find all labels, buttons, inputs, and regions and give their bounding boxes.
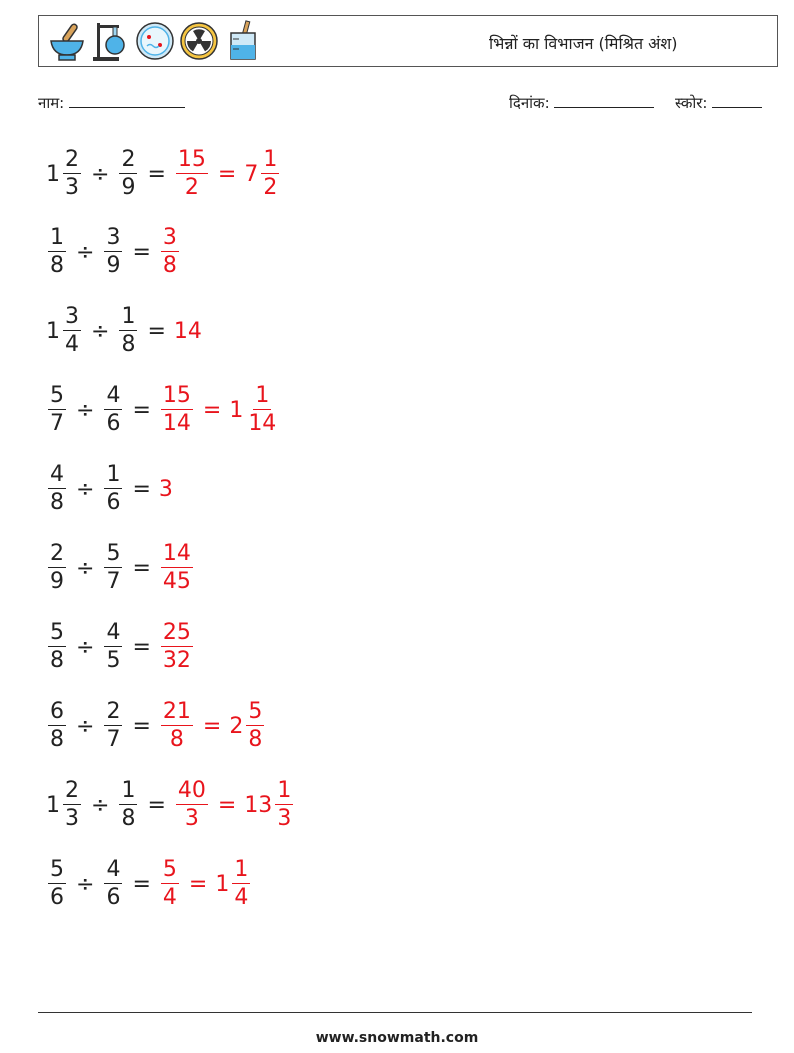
answer-denominator: 32 xyxy=(162,648,191,673)
answer-numerator: 15 xyxy=(162,383,191,408)
equals-sign: = xyxy=(132,397,151,423)
equals-sign: = xyxy=(217,792,237,818)
dividend-fraction xyxy=(63,149,81,199)
beaker-icon xyxy=(223,19,263,63)
divisor-fraction xyxy=(119,306,137,356)
dividend-fraction xyxy=(63,780,81,830)
divide-sign: ÷ xyxy=(76,397,95,423)
answer-whole: 1 xyxy=(229,397,244,423)
radiation-icon xyxy=(179,19,219,63)
answer xyxy=(159,227,181,277)
divisor-numerator: 4 xyxy=(106,857,121,882)
name-label: नाम: xyxy=(38,94,65,112)
dividend-fraction xyxy=(48,543,66,593)
website-footer: www.snowmath.com xyxy=(315,1030,479,1046)
problem-row xyxy=(46,538,195,598)
petri-dish-icon xyxy=(135,19,175,63)
dividend-fraction xyxy=(48,622,66,672)
dividend-denominator: 4 xyxy=(65,332,79,357)
dividend-numerator: 1 xyxy=(50,225,64,250)
problem-row xyxy=(46,459,174,519)
problem-row xyxy=(46,854,252,914)
divisor-denominator: 8 xyxy=(121,332,136,357)
divisor-denominator: 9 xyxy=(106,253,121,278)
answer-numerator: 40 xyxy=(177,778,206,803)
divisor-denominator: 8 xyxy=(121,806,136,831)
equals-sign: = xyxy=(132,555,151,581)
divisor-fraction xyxy=(104,543,122,593)
dividend-whole: 1 xyxy=(46,792,60,818)
divisor-denominator: 6 xyxy=(106,411,121,436)
divide-sign: ÷ xyxy=(76,634,95,660)
answer-fraction xyxy=(161,227,179,277)
problem-row xyxy=(46,380,280,440)
divisor-fraction xyxy=(119,780,137,830)
divide-sign: ÷ xyxy=(76,239,95,265)
dividend-denominator: 8 xyxy=(50,648,64,673)
divisor-denominator: 7 xyxy=(106,569,121,594)
answer-fraction xyxy=(176,780,208,830)
divide-sign: ÷ xyxy=(76,555,95,581)
dividend-fraction xyxy=(48,464,66,514)
divisor-fraction xyxy=(104,464,122,514)
answer-whole: 7 xyxy=(244,161,259,187)
answer-denominator: 2 xyxy=(263,175,278,200)
answer xyxy=(159,477,174,502)
score-field xyxy=(675,93,762,113)
worksheet-title: भिन्नों का विभाजन (मिश्रित अंश) xyxy=(489,34,678,53)
dividend-fraction xyxy=(48,385,66,435)
answer xyxy=(159,543,195,593)
answer xyxy=(159,859,252,909)
dividend-numerator: 2 xyxy=(65,147,79,172)
dividend-denominator: 3 xyxy=(65,806,79,831)
answer xyxy=(159,622,195,672)
answer-numerator: 1 xyxy=(234,857,249,882)
dividend-numerator: 4 xyxy=(50,462,64,487)
flask-stand-icon xyxy=(91,19,131,63)
divisor-numerator: 2 xyxy=(121,147,136,172)
answer-fraction xyxy=(246,701,264,751)
date-field xyxy=(509,93,654,113)
divide-sign: ÷ xyxy=(76,871,95,897)
answer-whole: 3 xyxy=(158,476,173,502)
answer-denominator: 45 xyxy=(162,569,191,594)
divisor-numerator: 1 xyxy=(121,304,136,329)
dividend-numerator: 6 xyxy=(50,699,64,724)
answer-fraction xyxy=(161,701,193,751)
divisor-denominator: 7 xyxy=(106,727,121,752)
problem-row xyxy=(46,222,181,282)
divide-sign: ÷ xyxy=(91,161,110,187)
answer-fraction xyxy=(232,859,250,909)
dividend-denominator: 6 xyxy=(50,885,64,910)
name-field xyxy=(38,93,185,113)
divisor-denominator: 9 xyxy=(121,175,136,200)
dividend-numerator: 5 xyxy=(50,857,64,882)
dividend-denominator: 8 xyxy=(50,490,64,515)
dividend-whole: 1 xyxy=(46,318,60,344)
answer-denominator: 3 xyxy=(184,806,199,831)
name-blank[interactable] xyxy=(69,93,185,108)
problem-row xyxy=(46,301,203,361)
divisor-numerator: 1 xyxy=(121,778,136,803)
answer-whole: 1 xyxy=(215,871,230,897)
header-icons xyxy=(47,19,263,63)
dividend-denominator: 7 xyxy=(50,411,64,436)
dividend-numerator: 5 xyxy=(50,383,64,408)
dividend-denominator: 8 xyxy=(50,253,64,278)
date-label: दिनांक: xyxy=(509,94,550,112)
dividend-denominator: 9 xyxy=(50,569,64,594)
dividend-numerator: 2 xyxy=(65,778,79,803)
equals-sign: = xyxy=(147,792,166,818)
answer-denominator: 8 xyxy=(248,727,263,752)
answer-whole: 13 xyxy=(244,792,273,818)
score-label: स्कोर: xyxy=(675,94,708,112)
answer-denominator: 4 xyxy=(234,885,249,910)
divisor-fraction xyxy=(104,622,122,672)
answer-denominator: 14 xyxy=(248,411,277,436)
answer xyxy=(159,701,266,751)
answer-denominator: 2 xyxy=(184,175,199,200)
answer-fraction xyxy=(161,622,193,672)
divide-sign: ÷ xyxy=(91,318,110,344)
dividend-denominator: 3 xyxy=(65,175,79,200)
dividend-fraction xyxy=(48,701,66,751)
equals-sign: = xyxy=(132,476,151,502)
answer-whole: 2 xyxy=(229,713,244,739)
answer-numerator: 21 xyxy=(162,699,191,724)
answer xyxy=(174,149,281,199)
divisor-denominator: 5 xyxy=(106,648,121,673)
equals-sign: = xyxy=(188,871,208,897)
divisor-numerator: 4 xyxy=(106,383,121,408)
score-blank[interactable] xyxy=(712,93,762,108)
answer xyxy=(159,385,280,435)
equals-sign: = xyxy=(202,397,222,423)
answer-denominator: 3 xyxy=(277,806,292,831)
equals-sign: = xyxy=(147,161,166,187)
dividend-denominator: 8 xyxy=(50,727,64,752)
equals-sign: = xyxy=(217,161,237,187)
answer-fraction xyxy=(161,543,193,593)
equals-sign: = xyxy=(147,318,166,344)
dividend-fraction xyxy=(48,859,66,909)
divisor-numerator: 3 xyxy=(106,225,121,250)
divide-sign: ÷ xyxy=(76,713,95,739)
equals-sign: = xyxy=(132,713,151,739)
answer-denominator: 8 xyxy=(162,253,177,278)
answer-fraction xyxy=(161,385,193,435)
problem-row xyxy=(46,617,195,677)
dividend-numerator: 3 xyxy=(65,304,79,329)
equals-sign: = xyxy=(132,634,151,660)
answer-denominator: 8 xyxy=(169,727,184,752)
answer-whole: 14 xyxy=(173,318,202,344)
answer-fraction xyxy=(176,149,208,199)
divisor-denominator: 6 xyxy=(106,885,121,910)
dividend-fraction xyxy=(48,227,66,277)
dividend-whole: 1 xyxy=(46,161,60,187)
divisor-fraction xyxy=(104,859,122,909)
answer xyxy=(174,780,295,830)
equals-sign: = xyxy=(132,239,151,265)
answer-fraction xyxy=(275,780,293,830)
mortar-pestle-icon xyxy=(47,19,87,63)
problem-row xyxy=(46,144,281,204)
answer-numerator: 1 xyxy=(277,778,292,803)
answer-denominator: 4 xyxy=(162,885,177,910)
answer-numerator: 3 xyxy=(162,225,177,250)
divisor-fraction xyxy=(104,385,122,435)
footer-divider xyxy=(38,1012,752,1013)
worksheet-header xyxy=(38,15,778,67)
answer-fraction xyxy=(161,859,179,909)
answer-numerator: 5 xyxy=(248,699,263,724)
answer xyxy=(174,319,203,344)
divisor-denominator: 6 xyxy=(106,490,121,515)
date-blank[interactable] xyxy=(554,93,654,108)
divisor-numerator: 5 xyxy=(106,541,121,566)
divide-sign: ÷ xyxy=(91,792,110,818)
answer-numerator: 25 xyxy=(162,620,191,645)
answer-numerator: 1 xyxy=(255,383,270,408)
answer-numerator: 5 xyxy=(162,857,177,882)
divide-sign: ÷ xyxy=(76,476,95,502)
divisor-numerator: 1 xyxy=(106,462,121,487)
answer-numerator: 14 xyxy=(162,541,191,566)
divisor-fraction xyxy=(104,701,122,751)
answer-fraction xyxy=(261,149,279,199)
dividend-numerator: 5 xyxy=(50,620,64,645)
answer-fraction xyxy=(246,385,278,435)
divisor-numerator: 4 xyxy=(106,620,121,645)
divisor-numerator: 2 xyxy=(106,699,121,724)
dividend-numerator: 2 xyxy=(50,541,64,566)
answer-numerator: 15 xyxy=(177,147,206,172)
problem-row xyxy=(46,696,266,756)
problem-row xyxy=(46,775,295,835)
equals-sign: = xyxy=(132,871,151,897)
equals-sign: = xyxy=(202,713,222,739)
answer-numerator: 1 xyxy=(263,147,278,172)
answer-denominator: 14 xyxy=(162,411,191,436)
dividend-fraction xyxy=(63,306,81,356)
divisor-fraction xyxy=(104,227,122,277)
divisor-fraction xyxy=(119,149,137,199)
